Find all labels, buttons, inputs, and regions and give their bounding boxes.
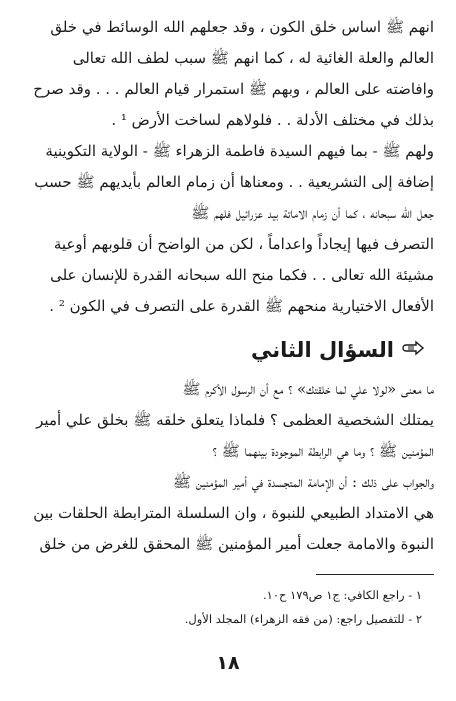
footnote-1: ١ - راجع الكافي: ج١ ص١٧٩ ح١٠. (263, 588, 422, 602)
text-line: الأفعال الاختيارية منحهم ﷺ القدرة على التصرف في الكون ² . (49, 297, 434, 315)
text-line: هي الامتداد الطبيعي للنبوة ، وان السلسلة المترابطة الحلقات بين (33, 504, 434, 522)
text-line: وافاضته على العالم ، وبهم ﷺ استمرار قيام العالم . . . وقد صرح (33, 80, 434, 98)
page-body (24, 12, 434, 631)
section-heading-text: السؤال الثاني (250, 338, 394, 362)
footnote-2: ٢ - للتفصيل راجع: (من فقه الزهراء) المجلد الأول. (184, 612, 422, 626)
text-line: إضافة إلى التشريعية . . ومعناها أن زمام العالم بأيديهم ﷺ حسب (34, 173, 434, 191)
text-line: العالم والعلة الغائية له ، كما انهم ﷺ سبب لطف الله تعالى (72, 49, 434, 67)
text-line: والجواب على ذلك : أن الإمامة المتجسدة في أمير المؤمنين ﷺ (172, 473, 434, 491)
text-line: ولهم ﷺ - بما فيهم السيدة فاطمة الزهراء ﷺ - الولاية التكوينية (45, 142, 434, 160)
text-line: انهم ﷺ اساس خلق الكون ، وقد جعلهم الله الوسائط في خلق (50, 18, 434, 36)
text-line: بذلك في مختلف الأدلة . . فلولاهم لساخت الأرض ¹ . (111, 111, 434, 129)
text-line: المؤمنين ﷺ ؟ وما هي الرابطة الموجودة بينهما ﷺ ؟ (212, 442, 434, 460)
paragraph-2 (24, 136, 434, 322)
footnote-divider (316, 574, 434, 575)
hand-pointing-icon (402, 338, 424, 362)
paragraph-3 (24, 374, 434, 467)
text-line: مشيئة الله تعالى . . فكما منح الله سبحانه القدرة للإنسان على (50, 266, 434, 284)
text-line: النبوة والامامة جعلت أمير المؤمنين ﷺ المحقق للغرض من خلق (39, 535, 434, 553)
text-line: التصرف فيها إيجاداً واعداماً ، لكن من الواضح أن قلوبهم أوعية (53, 235, 434, 253)
section-heading (24, 338, 424, 362)
text-line: يمتلك الشخصية العظمى ؟ فلماذا يتعلق خلقه ﷺ بخلق علي أمير (36, 411, 434, 429)
text-line: جعل الله سبحانه ، كما أن زمام الاماتة بيد عزرائيل فلهم ﷺ (191, 204, 434, 222)
text-line: ما معنى «لولا علي لما خلقتك» ؟ مع أن الرسول الأكرم ﷺ (182, 380, 434, 398)
paragraph-4 (24, 467, 434, 560)
paragraph-1 (24, 12, 434, 136)
page-number: ١٨ (216, 652, 240, 674)
